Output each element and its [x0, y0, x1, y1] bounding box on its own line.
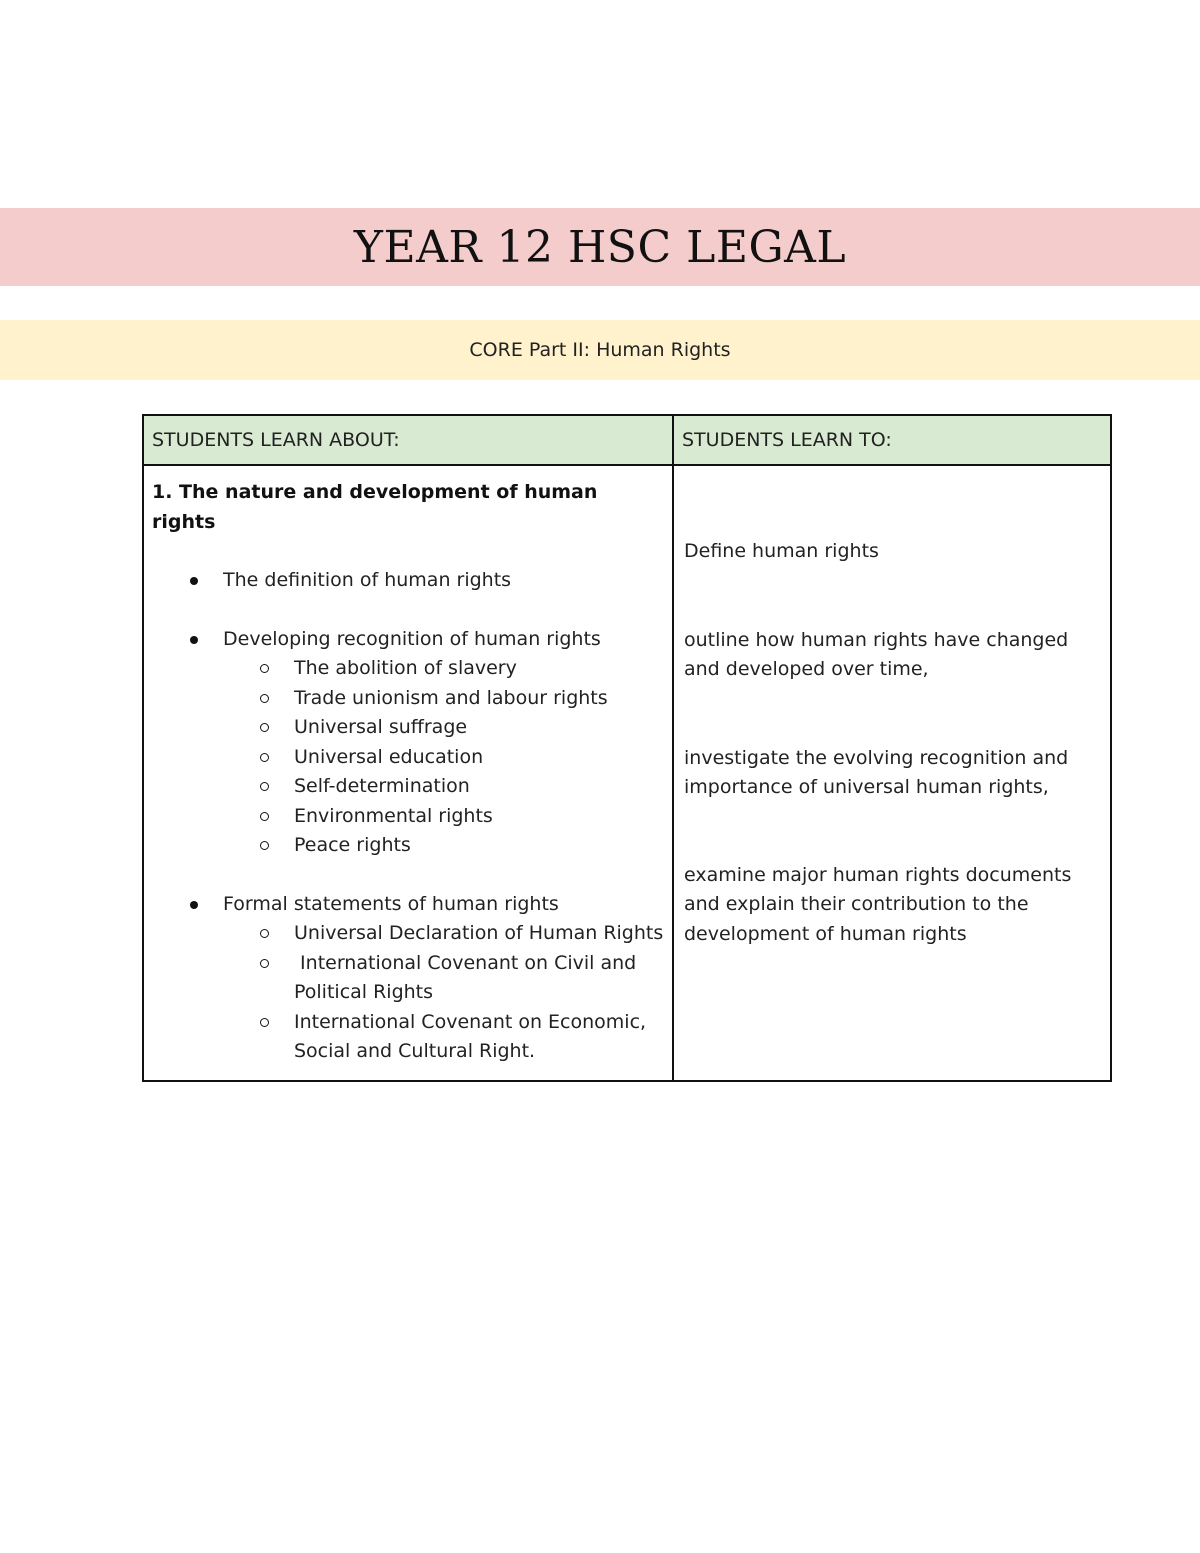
outline-text: outline how human rights have changed and developed over time,: [684, 628, 1069, 680]
formal-group: [152, 890, 664, 1067]
bullet-item-label: Developing recognition of human rights: [223, 627, 601, 650]
bullet-item: [152, 566, 664, 596]
list-item: [152, 1008, 664, 1067]
learn-to-header: STUDENTS LEARN TO:: [673, 415, 1111, 465]
bullet-dot-icon: [190, 636, 198, 644]
table-header-row: [143, 415, 1111, 465]
circle-bullet-icon: [260, 929, 269, 938]
sub-list: [152, 919, 664, 1067]
circle-bullet-icon: [260, 959, 269, 968]
list-item-label: Universal Declaration of Human Rights: [294, 922, 664, 944]
definition-group: [152, 566, 664, 596]
list-item: [152, 772, 664, 802]
circle-bullet-icon: [260, 723, 269, 732]
circle-bullet-icon: [260, 841, 269, 850]
circle-bullet-icon: [260, 812, 269, 821]
syllabus-table: [142, 414, 1112, 1082]
list-item-label: Environmental rights: [294, 804, 493, 827]
list-item-label: The abolition of slavery: [294, 657, 517, 679]
list-item: [152, 831, 664, 861]
bullet-item-label: Formal statements of human rights: [223, 892, 559, 915]
learn-about-cell: [143, 465, 673, 1081]
list-item-label: Universal education: [294, 745, 484, 768]
list-item-label: Universal suffrage: [294, 716, 468, 738]
list-item: [152, 713, 664, 743]
circle-bullet-icon: [260, 782, 269, 791]
bullet-dot-icon: [190, 901, 198, 909]
list-item-label: Self-determination: [294, 775, 470, 797]
circle-bullet-icon: [260, 664, 269, 673]
subtitle-band: [0, 320, 1200, 380]
list-item: [152, 743, 664, 773]
learn-about-header: STUDENTS LEARN ABOUT:: [143, 415, 673, 465]
list-item: [152, 802, 664, 832]
examine-text: examine major human rights documents and explain their contribution to the development of human rights: [684, 863, 1072, 945]
define-text: Define human rights: [684, 540, 879, 562]
list-item-label: International Covenant on Economic, Social and Cultural Right.: [294, 1010, 653, 1062]
bullet-item: [152, 890, 664, 920]
list-item-label: International Covenant on Civil and Political Rights: [294, 951, 643, 1003]
list-item-label: Trade unionism and labour rights: [294, 686, 608, 709]
list-item: [152, 684, 664, 714]
list-item: [152, 949, 664, 1008]
bullet-item-label: The definition of human rights: [223, 569, 512, 591]
section-heading: 1. The nature and development of human rights: [152, 481, 598, 533]
developing-group: [152, 625, 664, 861]
table-row: [143, 465, 1111, 1081]
list-item-label: Peace rights: [294, 834, 411, 856]
circle-bullet-icon: [260, 694, 269, 703]
learn-to-cell: [673, 465, 1111, 1081]
investigate-text: investigate the evolving recognition and importance of universal human rights,: [684, 746, 1069, 798]
list-item: [152, 654, 664, 684]
list-item: [152, 919, 664, 949]
bullet-item: [152, 625, 664, 655]
title-band: [0, 208, 1200, 286]
bullet-dot-icon: [190, 577, 198, 585]
page-title: YEAR 12 HSC LEGAL: [353, 221, 847, 273]
sub-list: [152, 654, 664, 861]
page-subtitle: CORE Part II: Human Rights: [469, 339, 731, 361]
circle-bullet-icon: [260, 1018, 269, 1027]
circle-bullet-icon: [260, 753, 269, 762]
